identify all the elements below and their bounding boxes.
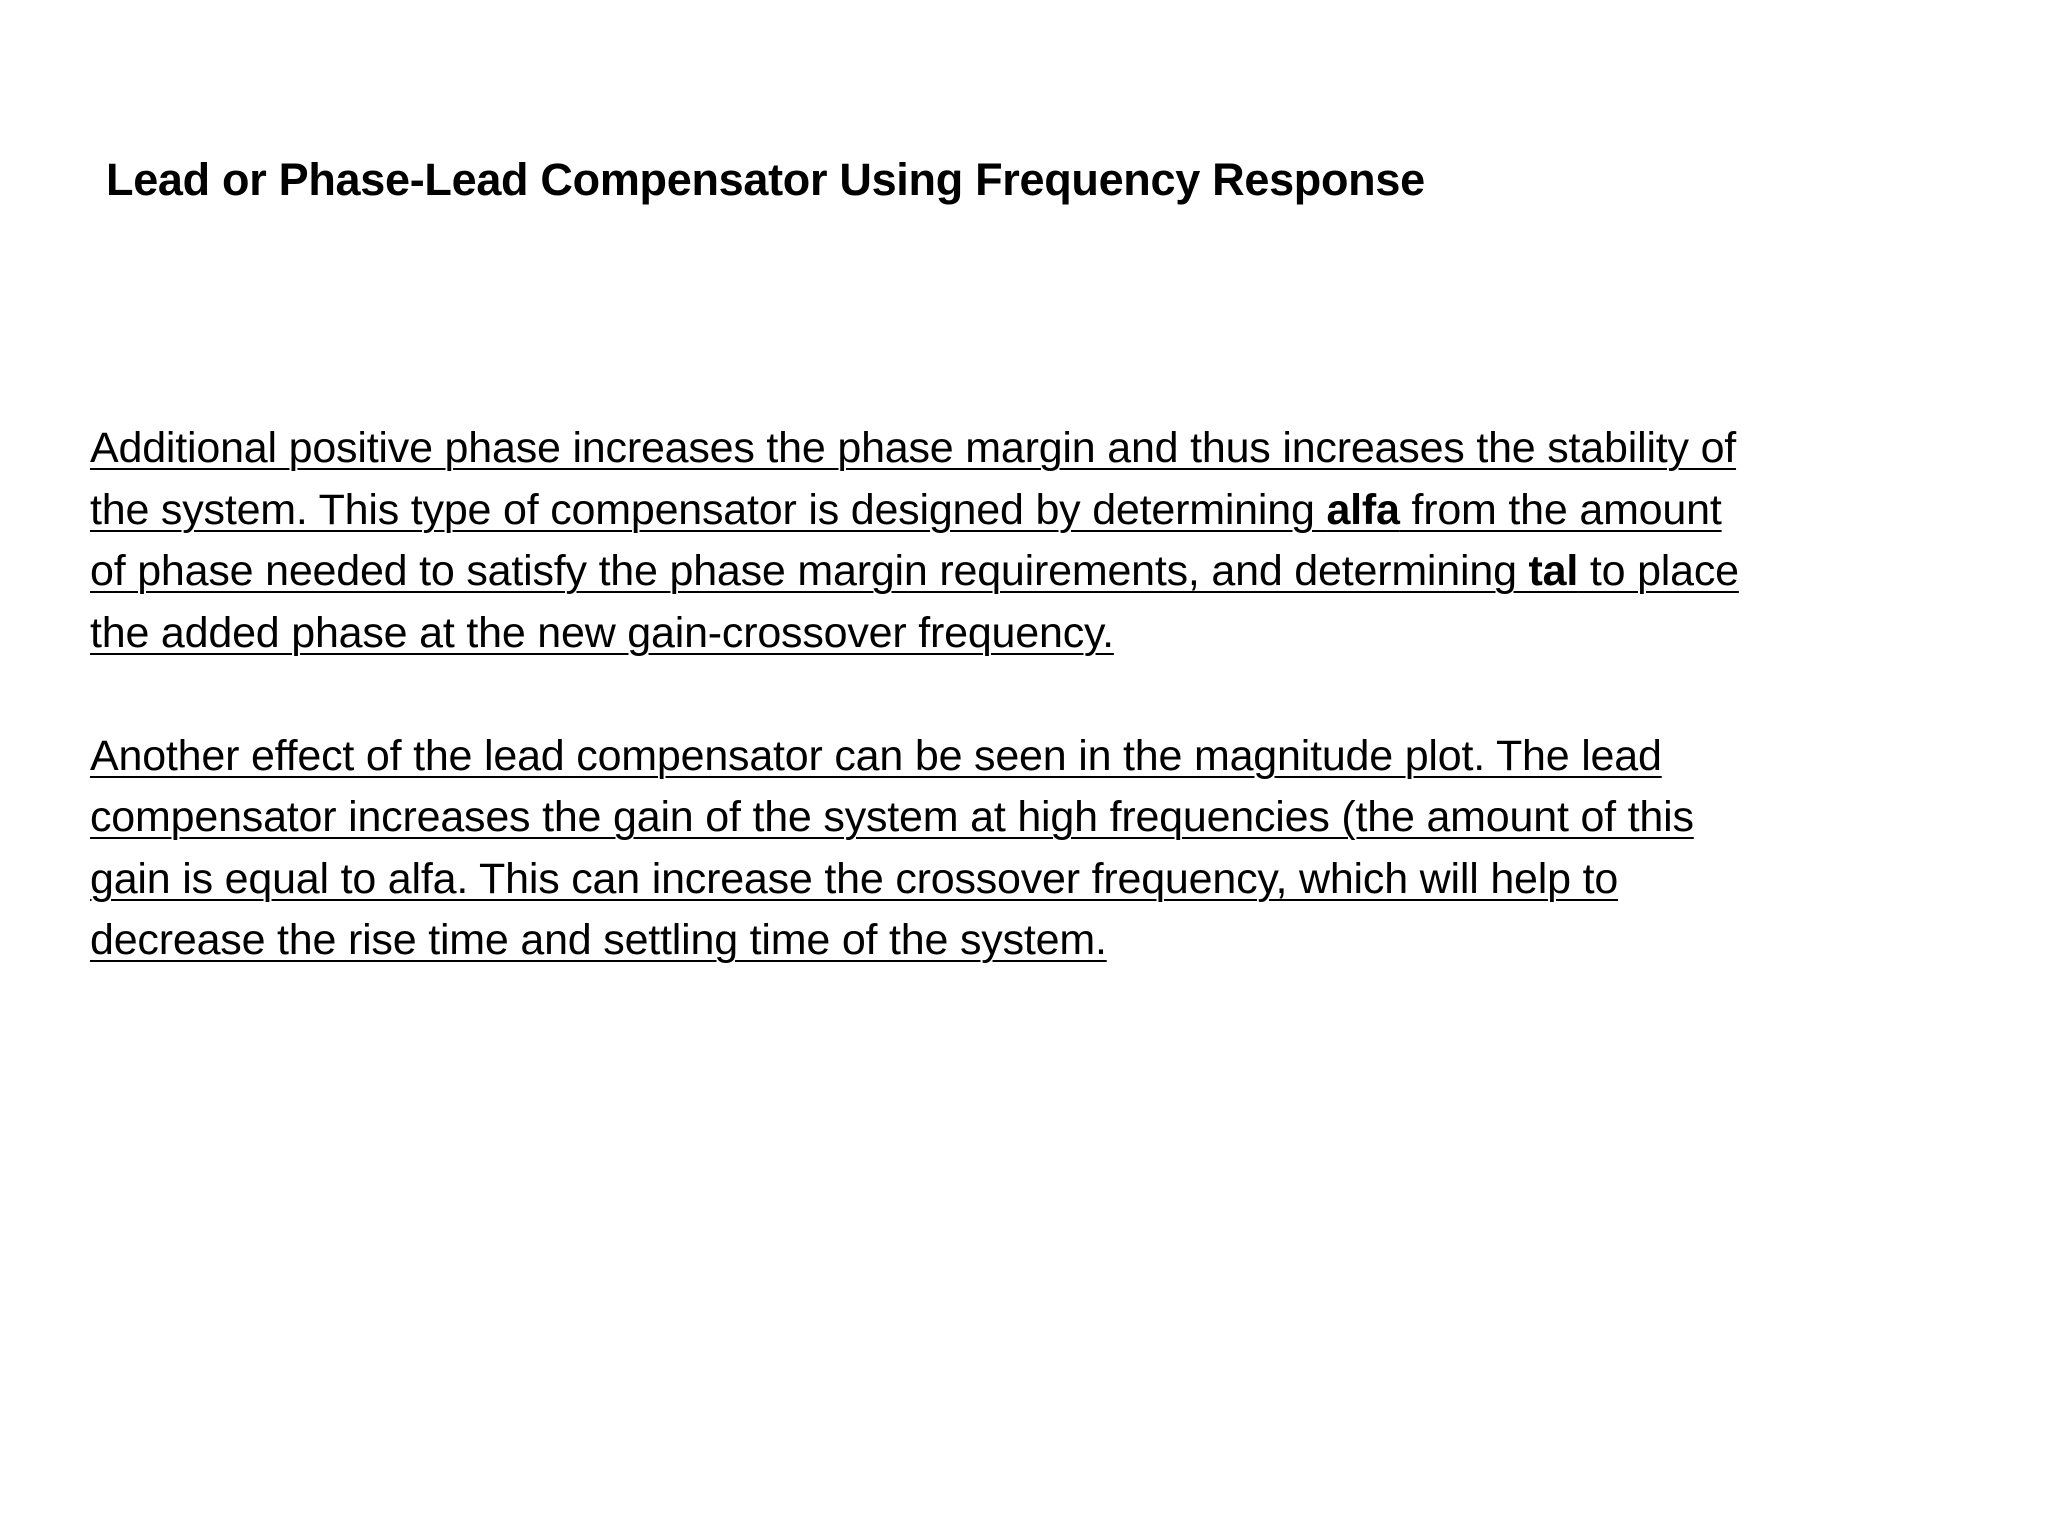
paragraph-line: Another effect of the lead compensator can be seen in the magnitude plot. The lead — [90, 731, 1662, 780]
paragraph-magnitude-plot — [90, 726, 1970, 972]
text-run: from the amount — [1399, 485, 1722, 534]
paragraph-line: decrease the rise time and settling time of the system. — [90, 916, 1107, 964]
paragraph-line: Additional positive phase increases the phase margin and thus increases the stability of — [90, 424, 1737, 472]
bold-term-tal: tal — [1528, 547, 1579, 595]
text-run: of phase needed to satisfy the phase margin requirements, and determining — [90, 547, 1529, 595]
paragraph-line: the added phase at the new gain-crossover frequency. — [90, 608, 1114, 657]
paragraph-phase-margin — [90, 418, 1970, 664]
bold-term-alfa: alfa — [1326, 485, 1400, 534]
text-run: the system. This type of compensator is designed by determining — [90, 485, 1327, 534]
slide-title: Lead or Phase-Lead Compensator Using Frequency Response — [106, 154, 1425, 205]
paragraph-line: gain is equal to alfa. This can increase the crossover frequency, which will help to — [90, 854, 1619, 903]
text-run: to place — [1578, 547, 1739, 595]
slide-body — [90, 418, 1970, 972]
paragraph-line: compensator increases the gain of the system at high frequencies (the amount of this — [90, 793, 1694, 841]
paragraph-line — [90, 541, 1970, 603]
paragraph-line — [90, 480, 1970, 542]
